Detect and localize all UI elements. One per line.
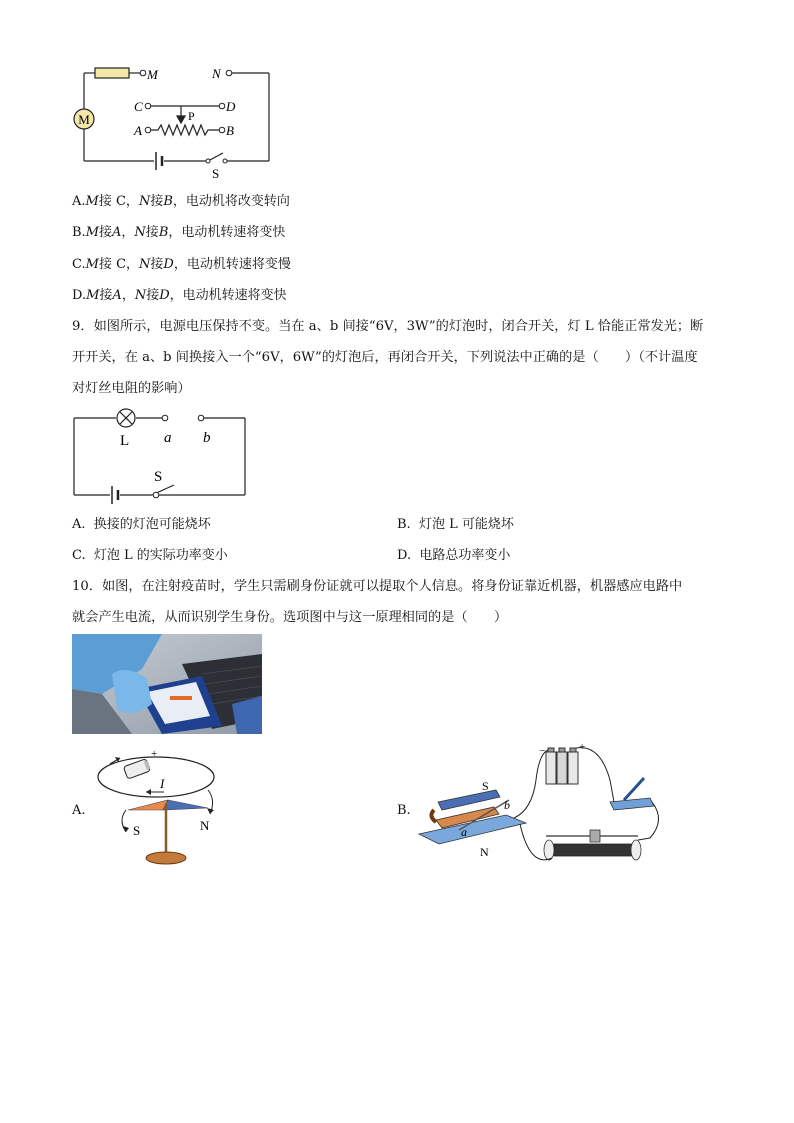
needle-pole-N: N xyxy=(200,818,210,833)
q8-option-b[interactable]: B.M接A，N接B，电动机转速将变快 xyxy=(72,225,286,240)
label-S: S xyxy=(212,166,220,181)
q9-option-b[interactable]: B. 灯泡 L 可能烧坏 xyxy=(397,517,514,532)
battery-plus-sign-b: + xyxy=(579,741,586,753)
q10-figure-b[interactable] xyxy=(414,740,676,875)
q8-option-a[interactable]: A.M接 C，N接B，电动机将改变转向 xyxy=(72,194,290,209)
id-card-scanning-photo xyxy=(72,634,262,734)
label-P: P xyxy=(188,109,195,123)
terminal-a: a xyxy=(164,430,172,446)
motor-label: M xyxy=(78,112,90,127)
terminal-b: b xyxy=(203,430,211,446)
q10-option-a-label[interactable]: A. xyxy=(72,803,86,818)
label-N: N xyxy=(212,66,221,81)
label-C: C xyxy=(134,99,143,114)
battery-minus-sign: − xyxy=(539,745,546,757)
label-M: M xyxy=(147,67,158,82)
switch-label-S: S xyxy=(154,469,163,485)
needle-pole-S: S xyxy=(133,823,141,838)
current-label-I: I xyxy=(160,776,165,791)
q9-stem: 9．如图所示，电源电压保持不变。当在 a、b 间接“6V，3W”的灯泡时，闭合开关，灯 L 恰能正常发光；断 开开关，在 a、b 间换接入一个“6V，6W”的灯泡后，再闭合开关，下列说法中正确的是（ ）（不计温度 对灯丝电阻的影响） xyxy=(72,319,704,396)
q8-option-c[interactable]: C.M接 C，N接D，电动机转速将变慢 xyxy=(72,257,291,272)
q10-figure-a[interactable] xyxy=(88,742,218,870)
q10-option-b-label[interactable]: B. xyxy=(397,803,411,818)
lamp-label-L: L xyxy=(120,433,130,449)
q9-option-d[interactable]: D. 电路总功率变小 xyxy=(397,548,511,563)
q9-option-a[interactable]: A. 换接的灯泡可能烧坏 xyxy=(72,517,211,532)
battery-plus-sign: + xyxy=(151,748,158,760)
label-D: D xyxy=(226,99,236,114)
circuit-diagram-motor xyxy=(60,60,290,185)
magnet-pole-S: S xyxy=(482,779,489,793)
q8-option-d[interactable]: D.M接A，N接D，电动机转速将变快 xyxy=(72,288,287,303)
rod-end-b: b xyxy=(504,798,510,812)
magnet-pole-N: N xyxy=(480,845,489,859)
q9-option-c[interactable]: C. 灯泡 L 的实际功率变小 xyxy=(72,548,228,563)
label-B: B xyxy=(226,123,234,138)
label-A: A xyxy=(134,123,142,138)
rod-end-a: a xyxy=(461,825,467,839)
q10-stem: 10．如图，在注射疫苗时，学生只需刷身份证就可以提取个人信息。将身份证靠近机器，机器感应电路中 就会产生电流，从而识别学生身份。选项图中与这一原理相同的是（ ） xyxy=(72,579,683,625)
circuit-diagram-lamp xyxy=(66,402,256,504)
